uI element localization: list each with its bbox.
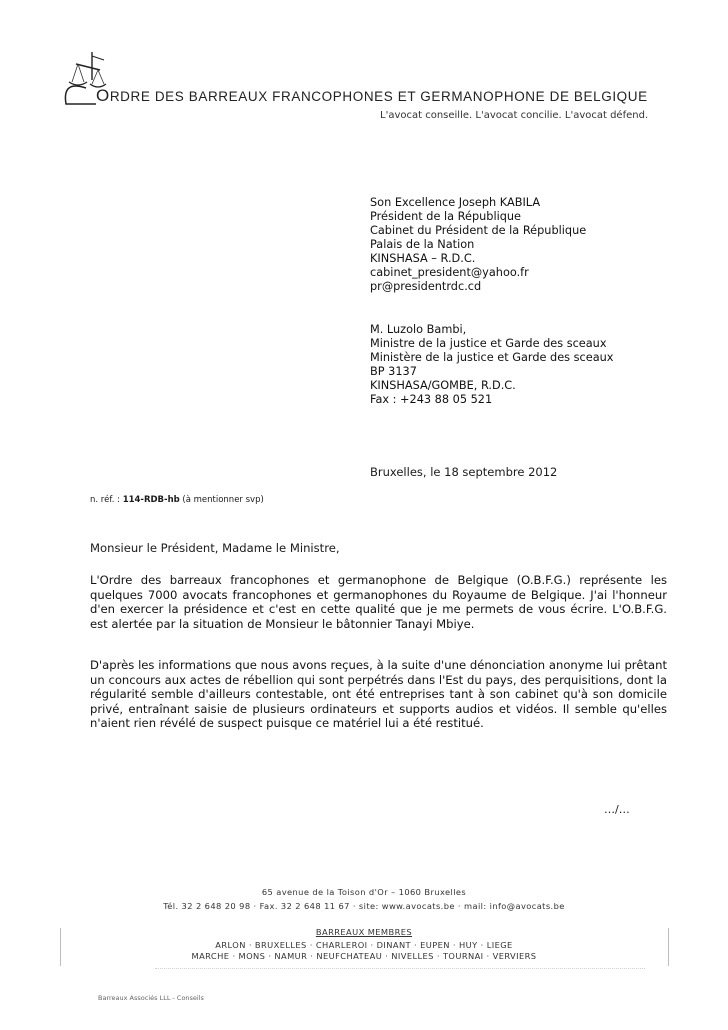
reference-code: 114-RDB-hb bbox=[122, 495, 180, 505]
address-line: Président de la République bbox=[370, 210, 522, 223]
footer-address: 65 avenue de la Toison d'Or – 1060 Bruxelles bbox=[261, 887, 467, 897]
footer-bracket-right bbox=[668, 928, 669, 966]
continuation-mark: …/… bbox=[604, 803, 630, 816]
address-line: KINSHASA/GOMBE, R.D.C. bbox=[370, 379, 516, 392]
body-paragraph: D'après les informations que nous avons reçues, à la suite d'une dénonciation anonyme lui prêtant un concours aux actes de rébellion qui sont perpétrés dans l'Est du pays, des perquisitions, dont la régularité semble d'ailleurs contestable, ont été entreprises tant à son cabinet qu'à son domicile privé, entraînant saisie de plusieurs ordinateurs et supports audios et vidéos. Il semble qu'elles n'aient rien révélé de suspect puisque ce matériel lui a été restitué. bbox=[90, 658, 667, 731]
footer-fineprint: Barreaux Associés LLL - Conseils bbox=[98, 994, 204, 1002]
organization-title: ORDRE DES BARREAUX FRANCOPHONES ET GERMANOPHONE DE BELGIQUE bbox=[96, 86, 648, 105]
reference-prefix: n. réf. : bbox=[90, 495, 120, 505]
organization-motto: L'avocat conseille. L'avocat concilie. L'avocat défend. bbox=[380, 110, 649, 121]
email-link[interactable]: cabinet_president@yahoo.fr bbox=[370, 266, 529, 279]
address-line: Son Excellence Joseph KABILA bbox=[370, 196, 541, 209]
salutation: Monsieur le Président, Madame le Ministre, bbox=[90, 541, 340, 555]
footer-members-line: MARCHE · MONS · NAMUR · NEUFCHATEAU · NIVELLES · TOURNAI · VERVIERS bbox=[191, 951, 537, 961]
recipient-address-president bbox=[370, 196, 586, 294]
footer-divider bbox=[155, 968, 645, 969]
address-line: M. Luzolo Bambi, bbox=[370, 323, 467, 336]
address-line: KINSHASA – R.D.C. bbox=[370, 252, 476, 265]
address-line: Cabinet du Président de la République bbox=[370, 224, 587, 237]
footer-members-title: BARREAUX MEMBRES bbox=[315, 927, 413, 937]
footer-members-line: ARLON · BRUXELLES · CHARLEROI · DINANT · EUPEN · HUY · LIEGE bbox=[215, 940, 513, 950]
letter-date: Bruxelles, le 18 septembre 2012 bbox=[370, 465, 558, 479]
address-line: BP 3137 bbox=[370, 365, 417, 378]
footer-contact: Tél. 32 2 648 20 98 · Fax. 32 2 648 11 67 · site: www.avocats.be · mail: info@avocats.be bbox=[163, 901, 565, 911]
footer-bracket-left bbox=[60, 928, 61, 966]
recipient-address-minister bbox=[370, 323, 613, 407]
body-paragraph: L'Ordre des barreaux francophones et germanophone de Belgique (O.B.F.G.) représente les quelques 7000 avocats francophones et germanophones du Royaume de Belgique. J'ai l'honneur d'en exercer la présidence et c'est en cette qualité que je me permets de vous écrire. L'O.B.F.G. est alertée par la situation de Monsieur le bâtonnier Tanayi Mbiye. bbox=[90, 573, 667, 631]
reference-line bbox=[90, 495, 264, 505]
address-line: Ministre de la justice et Garde des sceaux bbox=[370, 337, 607, 350]
reference-note: (à mentionner svp) bbox=[182, 495, 264, 505]
address-line: Ministère de la justice et Garde des sceaux bbox=[370, 351, 614, 364]
email-link[interactable]: pr@presidentrdc.cd bbox=[370, 280, 482, 293]
address-line: Palais de la Nation bbox=[370, 238, 475, 251]
address-line: Fax : +243 88 05 521 bbox=[370, 393, 493, 406]
